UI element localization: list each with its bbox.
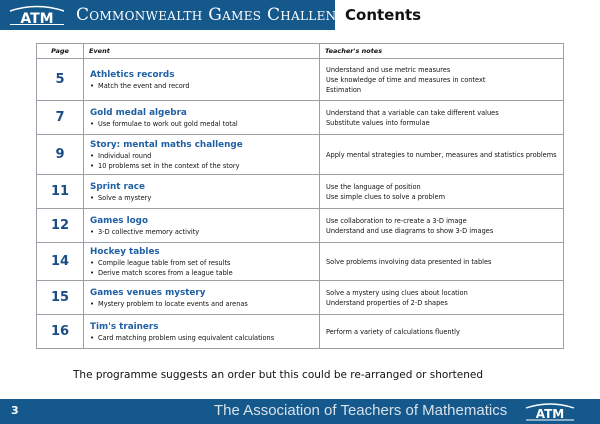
organisation-name: The Association of Teachers of Mathematics [214, 402, 508, 419]
column-header-notes: Teacher's notes [320, 44, 564, 59]
footnote: The programme suggests an order but this could be re-arranged or shortened [73, 369, 484, 381]
table-row [37, 135, 564, 175]
event-bullet: • Derive match scores from a league table [90, 268, 314, 278]
event-bullet: • Match the event and record [90, 81, 314, 91]
event-bullet-list [90, 227, 314, 237]
page-number-cell: 16 [37, 315, 84, 349]
teacher-note: Solve problems involving data presented in tables [326, 257, 492, 266]
event-title: Games venues mystery [90, 287, 206, 298]
page-header [0, 0, 600, 32]
event-bullet: • Card matching problem using equivalent calculations [90, 333, 314, 343]
teacher-note: Use simple clues to solve a problem [326, 192, 445, 201]
event-cell [84, 281, 320, 315]
page-number: 3 [11, 404, 19, 417]
page-footer [0, 399, 600, 424]
event-bullet: • Solve a mystery [90, 193, 314, 203]
page-number-cell: 14 [37, 243, 84, 281]
event-title: Sprint race [90, 181, 145, 192]
teacher-notes-cell [320, 209, 564, 243]
teacher-note: Apply mental strategies to number, measures and statistics problems [326, 150, 557, 159]
event-bullet-list [90, 193, 314, 203]
table-row [37, 281, 564, 315]
event-bullet: • Compile league table from set of results [90, 258, 314, 268]
teacher-notes-cell [320, 281, 564, 315]
event-cell [84, 209, 320, 243]
teacher-note: Use the language of position [326, 182, 421, 191]
teacher-note: Understand properties of 2-D shapes [326, 298, 448, 307]
teacher-notes-cell [320, 101, 564, 135]
event-bullet-list [90, 333, 314, 343]
event-title: Story: mental maths challenge [90, 139, 243, 150]
teacher-notes-cell [320, 243, 564, 281]
event-cell [84, 315, 320, 349]
event-title: Gold medal algebra [90, 107, 187, 118]
table-row [37, 209, 564, 243]
event-cell [84, 59, 320, 101]
event-bullet: • 3-D collective memory activity [90, 227, 314, 237]
atm-logo-text: ATM [20, 11, 54, 26]
event-bullet: • Mystery problem to locate events and arenas [90, 299, 314, 309]
event-bullet: • Use formulae to work out gold medal total [90, 119, 314, 129]
event-bullet: • Individual round [90, 151, 314, 161]
atm-footer-logo-text: ATM [535, 407, 565, 421]
teacher-note: Use collaboration to re-create a 3-D image [326, 216, 467, 225]
teacher-note: Understand that a variable can take different values [326, 108, 499, 117]
event-cell [84, 135, 320, 175]
page-number-cell: 11 [37, 175, 84, 209]
page-number-cell: 7 [37, 101, 84, 135]
event-cell [84, 175, 320, 209]
event-bullet-list [90, 299, 314, 309]
column-header-event: Event [84, 44, 320, 59]
event-cell [84, 243, 320, 281]
teacher-note: Understand and use diagrams to show 3-D images [326, 226, 494, 235]
event-title: Games logo [90, 215, 148, 226]
event-bullet: • 10 problems set in the context of the story [90, 161, 314, 171]
table-row [37, 243, 564, 281]
teacher-note: Solve a mystery using clues about location [326, 288, 468, 297]
page-number-cell: 12 [37, 209, 84, 243]
page-number-cell: 9 [37, 135, 84, 175]
teacher-notes-cell [320, 59, 564, 101]
contents-table [36, 43, 564, 349]
header-band [0, 0, 356, 30]
event-cell [84, 101, 320, 135]
teacher-note: Use knowledge of time and measures in context [326, 75, 486, 84]
table-header-row [37, 44, 564, 59]
contents-table-body [37, 59, 564, 349]
table-row [37, 59, 564, 101]
event-title: Tim's trainers [90, 321, 159, 332]
event-bullet-list [90, 258, 314, 278]
event-bullet-list [90, 151, 314, 171]
teacher-notes-cell [320, 175, 564, 209]
teacher-note: Perform a variety of calculations fluently [326, 327, 460, 336]
event-title: Hockey tables [90, 246, 160, 257]
table-row [37, 175, 564, 209]
event-title: Athletics records [90, 69, 175, 80]
page-number-cell: 15 [37, 281, 84, 315]
table-row [37, 101, 564, 135]
teacher-note: Understand and use metric measures [326, 65, 451, 74]
section-heading: Contents [345, 6, 422, 24]
table-row [37, 315, 564, 349]
teacher-notes-cell [320, 315, 564, 349]
teacher-notes-cell [320, 135, 564, 175]
event-bullet-list [90, 81, 314, 91]
teacher-note: Estimation [326, 85, 362, 94]
teacher-note: Substitute values into formulae [326, 118, 430, 127]
atm-footer-logo [524, 402, 576, 421]
column-header-page: Page [37, 44, 84, 59]
document-title: Commonwealth Games Challenge [76, 5, 356, 25]
event-bullet-list [90, 119, 314, 129]
page-number-cell: 5 [37, 59, 84, 101]
atm-logo [8, 4, 66, 26]
